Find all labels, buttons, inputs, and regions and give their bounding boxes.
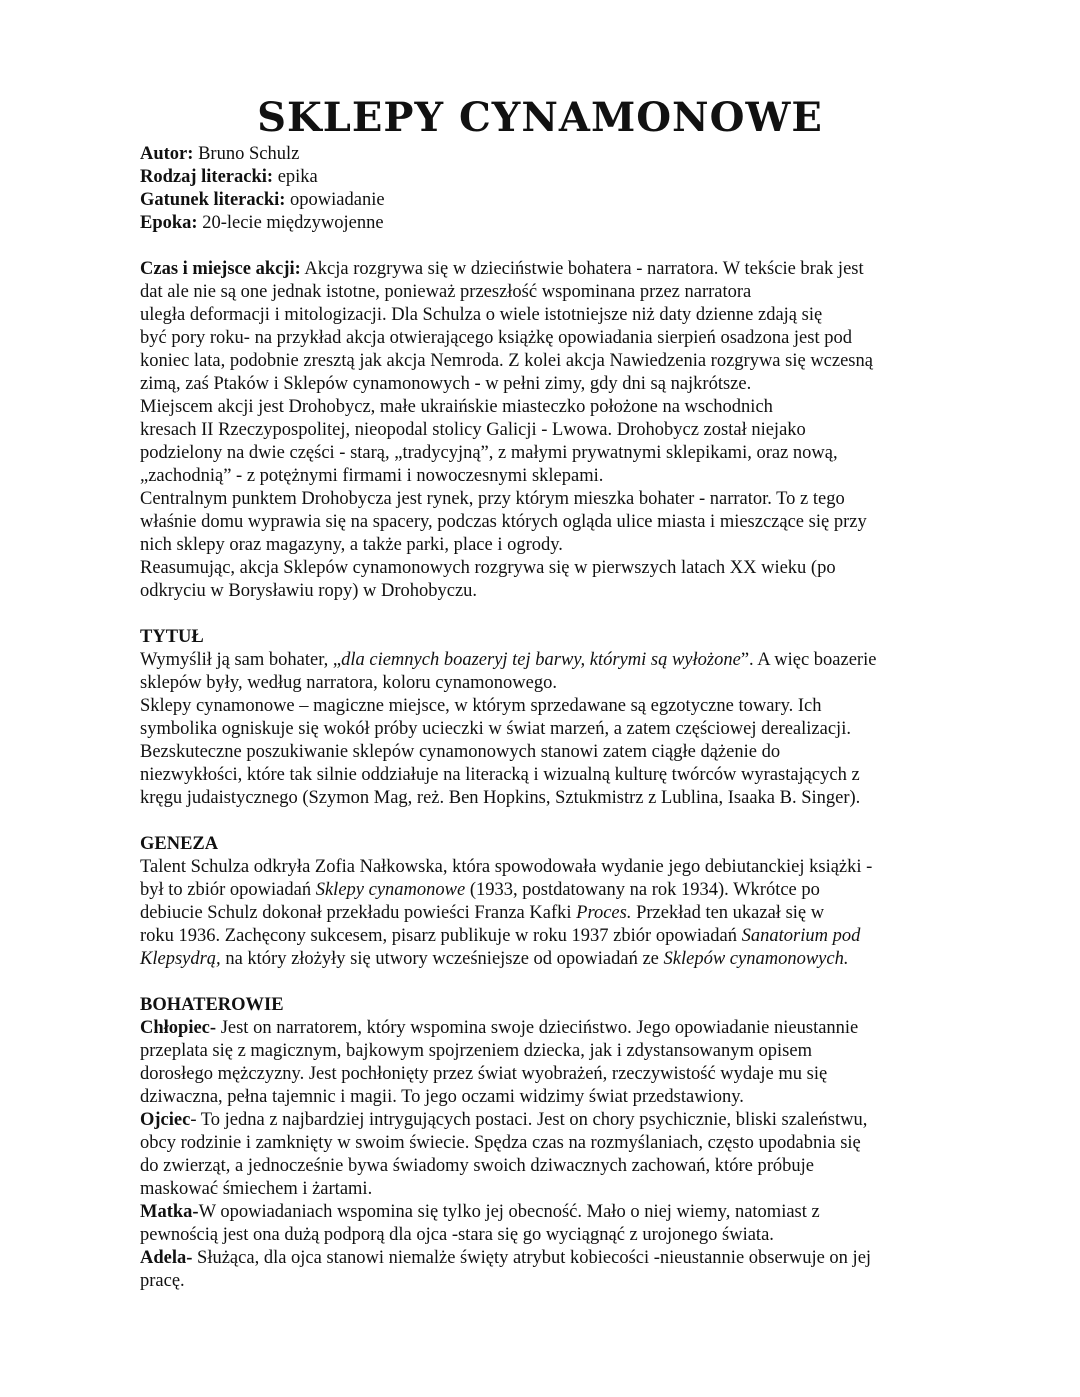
book-title-italic: Klepsydrą,: [140, 949, 221, 969]
section-heading: BOHATEROWIE: [140, 995, 284, 1015]
metadata-block: [140, 143, 940, 235]
paragraph-line: uległa deformacji i mitologizacji. Dla Schulza o wiele istotniejsze niż daty dzienne zdają się: [140, 305, 823, 325]
paragraph-line: Reasumując, akcja Sklepów cynamonowych rozgrywa się w pierwszych latach XX wieku (po: [140, 558, 836, 578]
paragraph-line: koniec lata, podobnie zresztą jak akcja Nemroda. Z kolei akcja Nawiedzenia rozgrywa się wczesną: [140, 351, 873, 371]
section-heading: TYTUŁ: [140, 627, 204, 647]
title-section: [140, 626, 940, 810]
paragraph-line: maskować śmiechem i żartami.: [140, 1179, 373, 1199]
paragraph-text: Służąca, dla ojca stanowi niemalże święty atrybut kobiecości -nieustannie obserwuje on jej: [192, 1248, 872, 1268]
genesis-section: [140, 833, 940, 971]
paragraph-line: [140, 879, 940, 902]
characters-section: [140, 994, 940, 1293]
book-title-italic: Sklepy cynamonowe: [315, 880, 466, 900]
paragraph-line: kresach II Rzeczypospolitej, nieopodal stolicy Galicji - Lwowa. Drohobycz został niejako: [140, 420, 806, 440]
section-heading: GENEZA: [140, 834, 219, 854]
paragraph-text: debiucie Schulz dokonał przekładu powieści Franza Kafki: [140, 903, 577, 923]
spacer: [140, 235, 940, 258]
document-body: [140, 143, 940, 1293]
paragraph-text: Przekład ten ukazał się w: [631, 903, 825, 923]
kind-label: Rodzaj literacki:: [140, 167, 274, 187]
quote-italic: dla ciemnych boazeryj tej barwy, którymi są wyłożone: [341, 650, 741, 670]
time-place-label: Czas i miejsce akcji:: [140, 259, 301, 279]
paragraph-line: [140, 1109, 940, 1132]
paragraph-line: [140, 948, 940, 971]
paragraph-line: kręgu judaistycznego (Szymon Mag, reż. Ben Hopkins, Sztukmistrz z Lublina, Isaaka B. Singer).: [140, 788, 861, 808]
paragraph-line: dat ale nie są one jednak istotne, ponieważ przeszłość wspominana przez narratora: [140, 282, 752, 302]
author-line: [140, 143, 940, 166]
paragraph-line: [140, 902, 940, 925]
paragraph-line: odkryciu w Borysławiu ropy) w Drohobyczu.: [140, 581, 478, 601]
paragraph-line: Talent Schulza odkryła Zofia Nałkowska, która spowodowała wydanie jego debiutanckiej książki -: [140, 857, 873, 877]
paragraph-line: przeplata się z magicznym, bajkowym spojrzeniem dziecka, jak i zdystansowanym opisem: [140, 1041, 812, 1061]
character-label-father: Ojciec: [140, 1110, 191, 1130]
paragraph-line: [140, 649, 940, 672]
paragraph-line: [140, 1017, 940, 1040]
paragraph-line: Centralnym punktem Drohobycza jest rynek, przy którym mieszka bohater - narrator. To z tego: [140, 489, 845, 509]
character-label-boy: Chłopiec-: [140, 1018, 217, 1038]
spacer: [140, 810, 940, 833]
paragraph-line: nich sklepy oraz magazyny, a także parki, place i ogrody.: [140, 535, 563, 555]
epoch-line: [140, 212, 940, 235]
paragraph-text: Wymyślił ją sam bohater, „: [140, 650, 342, 670]
book-title-italic: Proces.: [576, 903, 632, 923]
paragraph-line: Miejscem akcji jest Drohobycz, małe ukraińskie miasteczko położone na wschodnich: [140, 397, 773, 417]
paragraph-text: - To jedna z najbardziej intrygujących postaci. Jest on chory psychicznie, bliski szaleństwu,: [190, 1110, 868, 1130]
paragraph-line: sklepów były, według narratora, koloru cynamonowego.: [140, 673, 557, 693]
paragraph-line: do zwierząt, a jednocześnie bywa świadomy swoich dziwacznych zachowań, które próbuje: [140, 1156, 814, 1176]
paragraph-line: obcy rodzinie i zamknięty w swoim świecie. Spędza czas na rozmyślaniach, często upodabnia się: [140, 1133, 861, 1153]
paragraph-line: zimą, zaś Ptaków i Sklepów cynamonowych - w pełni zimy, gdy dni są najkrótsze.: [140, 374, 752, 394]
paragraph-line: Sklepy cynamonowe – magiczne miejsce, w którym sprzedawane są egzotyczne towary. Ich: [140, 696, 822, 716]
kind-line: [140, 166, 940, 189]
document-title: SKLEPY CYNAMONOWE: [257, 94, 823, 141]
spacer: [140, 603, 940, 626]
paragraph-line: [140, 258, 940, 281]
paragraph-line: „zachodnią” - z potężnymi firmami i nowoczesnymi sklepami.: [140, 466, 604, 486]
paragraph-line: właśnie domu wyprawia się na spacery, podczas których ogląda ulice miasta i mieszczące się przy: [140, 512, 867, 532]
paragraph-line: [140, 1247, 940, 1270]
character-label-mother: Matka-: [140, 1202, 199, 1222]
spacer: [140, 971, 940, 994]
genre-value: opowiadanie: [285, 190, 385, 210]
epoch-label: Epoka:: [140, 213, 198, 233]
paragraph-text: ”. A więc boazerie: [740, 650, 877, 670]
paragraph-text: na który złożyły się utwory wcześniejsze od opowiadań ze: [220, 949, 664, 969]
genre-label: Gatunek literacki:: [140, 190, 286, 210]
genre-line: [140, 189, 940, 212]
paragraph-text: (1933, postdatowany na rok 1934). Wkrótce po: [465, 880, 820, 900]
paragraph-text: Jest on narratorem, który wspomina swoje dzieciństwo. Jego opowiadanie nieustannie: [216, 1018, 859, 1038]
kind-value: epika: [273, 167, 318, 187]
paragraph-line: Bezskuteczne poszukiwanie sklepów cynamonowych stanowi zatem ciągłe dążenie do: [140, 742, 781, 762]
paragraph-text: W opowiadaniach wspomina się tylko jej obecność. Mało o niej wiemy, natomiast z: [198, 1202, 820, 1222]
paragraph-line: podzielony na dwie części - starą, „tradycyjną”, z małymi prywatnymi sklepikami, oraz nową,: [140, 443, 838, 463]
author-label: Autor:: [140, 144, 194, 164]
paragraph-text: Akcja rozgrywa się w dzieciństwie bohatera - narratora. W tekście brak jest: [300, 259, 864, 279]
paragraph-text: był to zbiór opowiadań: [140, 880, 316, 900]
paragraph-line: [140, 925, 940, 948]
time-place-section: [140, 258, 940, 603]
paragraph-line: pewnością jest ona dużą podporą dla ojca -stara się go wyciągnąć z urojonego świata.: [140, 1225, 774, 1245]
paragraph-line: [140, 1201, 940, 1224]
author-value: Bruno Schulz: [193, 144, 300, 164]
paragraph-text: roku 1936. Zachęcony sukcesem, pisarz publikuje w roku 1937 zbiór opowiadań: [140, 926, 742, 946]
epoch-value: 20-lecie międzywojenne: [197, 213, 384, 233]
paragraph-line: być pory roku- na przykład akcja otwierającego książkę opowiadania sierpień osadzona jest pod: [140, 328, 852, 348]
paragraph-line: dorosłego mężczyzny. Jest pochłonięty przez świat wyobrażeń, rzeczywistość wydaje mu się: [140, 1064, 828, 1084]
paragraph-line: pracę.: [140, 1271, 185, 1291]
paragraph-line: dziwaczna, pełna tajemnic i magii. To jego oczami widzimy świat przedstawiony.: [140, 1087, 744, 1107]
paragraph-line: symbolika ogniskuje się wokół próby ucieczki w świat marzeń, a zatem częściowej derealizacji.: [140, 719, 851, 739]
book-title-italic: Sklepów cynamonowych.: [663, 949, 849, 969]
book-title-italic: Sanatorium pod: [741, 926, 861, 946]
character-label-adela: Adela-: [140, 1248, 193, 1268]
paragraph-line: niezwykłości, które tak silnie oddziałuje na literacką i wizualną kulturę twórców wyrastających z: [140, 765, 860, 785]
